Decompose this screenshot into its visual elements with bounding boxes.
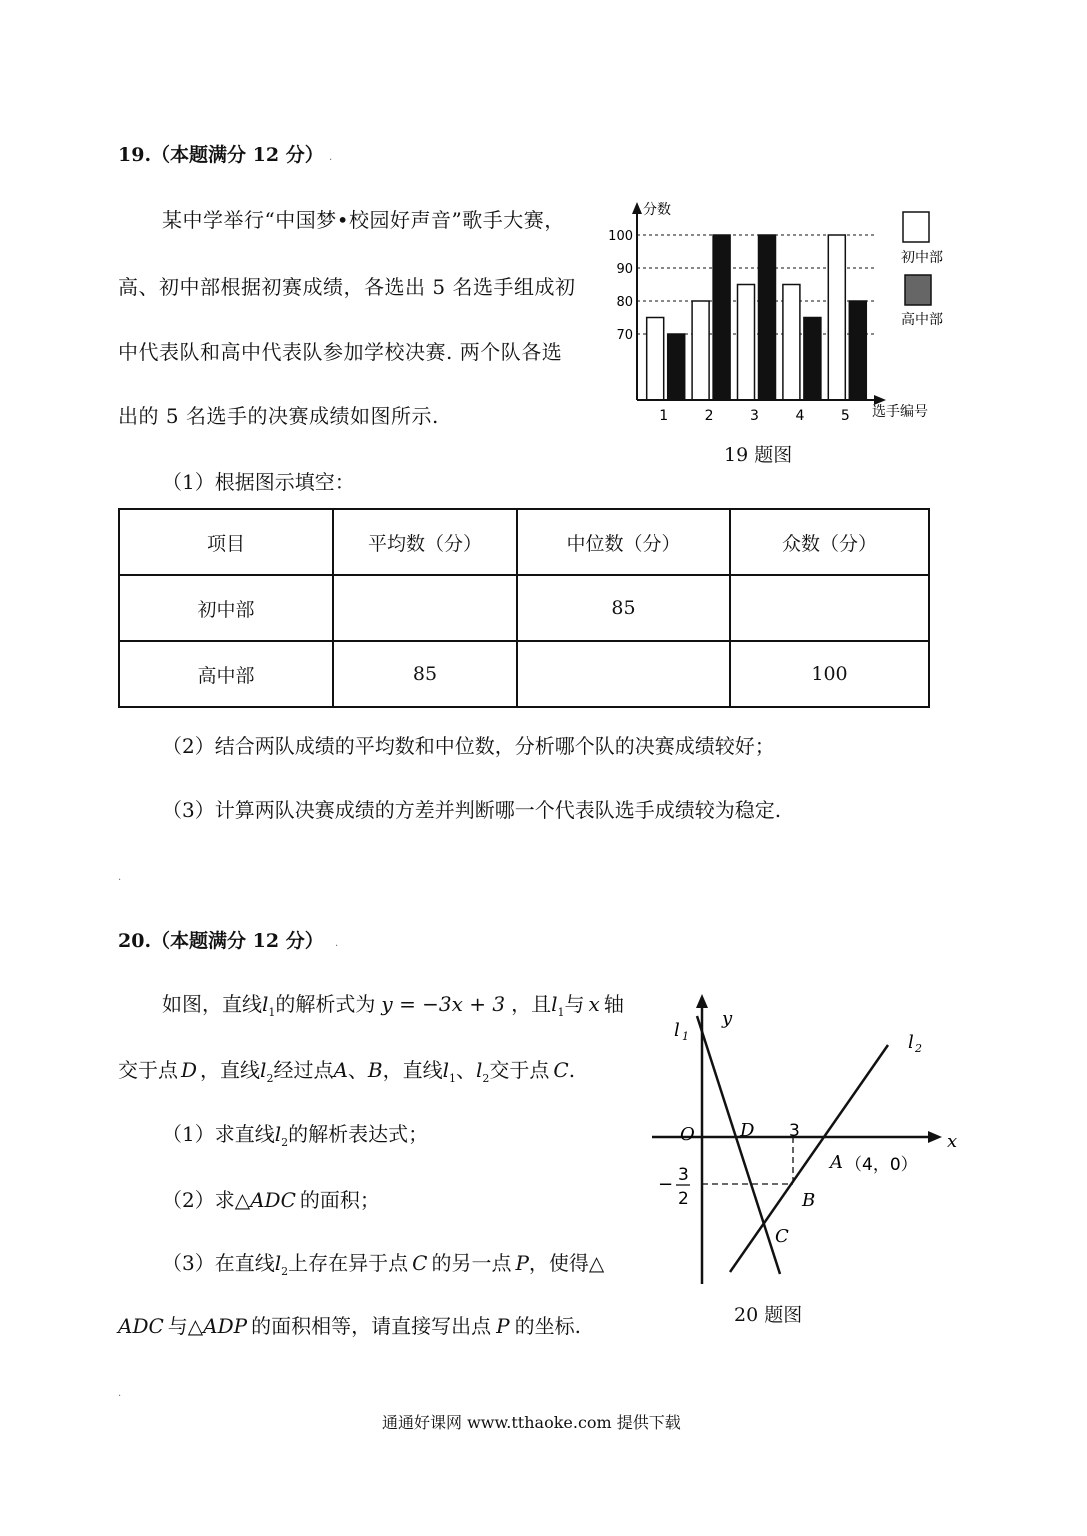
q20-part3-line-1 (162, 1247, 604, 1278)
point-b-text: B (367, 1058, 383, 1082)
l2-symbol: l (476, 1058, 483, 1082)
q19-part1: （1）根据图示填空： (162, 470, 355, 494)
label-a-coord: （4，0） (845, 1155, 918, 1175)
q20-text: 经过点 (273, 1058, 334, 1082)
legend-label-senior: 高中部 (901, 312, 943, 328)
point-p-text: P (496, 1314, 510, 1338)
q20-text: 的解析式为 (275, 992, 376, 1016)
q19-para-line-1: 某中学举行“中国梦•校园好声音”歌手大赛， (162, 208, 565, 232)
q20-coordinate-graph (650, 990, 970, 1300)
q20-text: ，使得△ (528, 1251, 605, 1275)
chart-bars (647, 235, 867, 400)
table-header-cell: 中位数（分） (517, 509, 730, 575)
q20-text-line-1 (162, 988, 624, 1019)
l1-subscript: 1 (449, 1072, 457, 1085)
table-cell (730, 575, 929, 641)
chart-x-tick-label: 5 (840, 408, 850, 424)
q19-bar-chart (590, 190, 960, 430)
point-c-text: C (553, 1058, 569, 1082)
triangle-adc-text: ADC (250, 1188, 296, 1212)
q20-text: 上存在异于点 (288, 1251, 409, 1275)
q20-text: ，直线 (382, 1058, 443, 1082)
chart-x-title: 选手编号 (872, 404, 928, 420)
q19-heading: 19.（本题满分 12 分） (118, 144, 324, 166)
point-a-text: A (333, 1058, 348, 1082)
label-c: C (775, 1226, 789, 1247)
chart-x-tick-labels (659, 408, 850, 424)
label-l2: l (908, 1032, 914, 1053)
chart-y-tick-label: 100 (608, 229, 633, 244)
table-cell (333, 575, 517, 641)
table-row (119, 641, 929, 707)
q20-text: ，且 (511, 992, 552, 1016)
q20-part2 (162, 1184, 380, 1213)
stray-dot: . (335, 938, 339, 949)
label-l1-sub: 1 (682, 1030, 689, 1043)
chart-bar (804, 318, 821, 401)
legend-swatch-senior (905, 275, 931, 305)
label-origin: O (680, 1124, 695, 1145)
q20-text: . (568, 1058, 576, 1082)
q20-text: 与△ (167, 1314, 204, 1338)
q19-para-line-4: 出的 5 名选手的决赛成绩如图所示. (118, 404, 439, 428)
label-d: D (740, 1120, 755, 1141)
stray-dot: . (118, 1388, 122, 1399)
q20-part1 (162, 1118, 428, 1149)
chart-y-arrow (632, 202, 642, 214)
q20-text: 的坐标. (514, 1314, 581, 1338)
l2-subscript: 2 (281, 1136, 289, 1149)
legend-swatch-junior (903, 212, 929, 242)
q20-text: 如图，直线 (162, 992, 262, 1016)
q20-text: 交于点 (489, 1058, 550, 1082)
chart-bar (849, 301, 866, 400)
l1-symbol: l (551, 992, 558, 1016)
chart-bar (759, 235, 776, 400)
label-three: 3 (789, 1121, 800, 1141)
q20-text: （1）求直线 (162, 1122, 275, 1146)
q19-para-line-3: 中代表队和高中代表队参加学校决赛. 两个队各选 (118, 340, 563, 364)
stray-dot: . (329, 152, 333, 163)
q20-text: 、 (456, 1058, 477, 1082)
chart-bar (668, 334, 685, 400)
l2-subscript: 2 (482, 1072, 490, 1085)
q20-text: 的面积相等，请直接写出点 (251, 1314, 492, 1338)
q20-text: 的另一点 (431, 1251, 512, 1275)
page-footer: 通通好课网 www.tthaoke.com 提供下载 (382, 1413, 681, 1432)
q20-text: 与 (564, 992, 585, 1016)
q20-text: 、 (347, 1058, 368, 1082)
q20-text: 交于点 (118, 1058, 178, 1082)
x-variable: x (588, 992, 600, 1016)
chart-x-tick-label: 1 (659, 408, 669, 424)
q19-results-table (118, 508, 930, 708)
q20-text: 轴 (603, 992, 624, 1016)
label-neg-sign: − (658, 1174, 674, 1195)
stray-dot: . (118, 872, 122, 883)
chart-y-title: 分数 (643, 202, 671, 218)
l2-subscript: 2 (281, 1265, 289, 1278)
table-cell: 85 (333, 641, 517, 707)
q19-para-line-2: 高、初中部根据初赛成绩，各选出 5 名选手组成初 (118, 275, 576, 299)
table-cell (517, 641, 730, 707)
chart-bar (692, 301, 709, 400)
label-frac-num: 3 (678, 1165, 689, 1185)
table-cell: 100 (730, 641, 929, 707)
chart-bar (738, 285, 755, 401)
table-header-row (119, 509, 929, 575)
label-b: B (802, 1190, 816, 1211)
graph-x-arrow (928, 1131, 942, 1143)
table-header-cell: 平均数（分） (333, 509, 517, 575)
label-l1: l (674, 1020, 680, 1041)
table-cell: 85 (517, 575, 730, 641)
q20-heading: 20.（本题满分 12 分） (118, 930, 324, 952)
l2-symbol: l (274, 1251, 282, 1275)
chart-bar (783, 285, 800, 401)
q19-figure-caption: 19 题图 (724, 444, 793, 466)
label-y: y (722, 1008, 733, 1029)
table-header-cell: 众数（分） (730, 509, 929, 575)
legend-label-junior: 初中部 (901, 250, 943, 266)
label-frac-den: 2 (678, 1189, 689, 1209)
chart-bar (713, 235, 730, 400)
chart-x-tick-label: 3 (750, 408, 759, 424)
q20-text-line-2 (118, 1054, 575, 1085)
chart-y-tick-labels (608, 229, 633, 343)
l1-equation: y = −3x + 3 (381, 992, 506, 1016)
chart-x-tick-label: 2 (704, 408, 714, 424)
table-header-cell: 项目 (119, 509, 333, 575)
table-cell: 高中部 (119, 641, 333, 707)
table-row (119, 575, 929, 641)
point-d-text: D (181, 1058, 198, 1082)
chart-bar (647, 318, 664, 401)
table-cell: 初中部 (119, 575, 333, 641)
q20-part3-line-2 (118, 1310, 581, 1339)
q20-figure-caption: 20 题图 (734, 1304, 803, 1326)
triangle-adp-text: ADP (203, 1314, 248, 1338)
l2-symbol: l (274, 1122, 282, 1146)
q20-text: 的面积； (299, 1188, 380, 1212)
chart-y-tick-label: 90 (616, 262, 633, 277)
point-c-text: C (412, 1251, 428, 1275)
l1-subscript: 1 (557, 1006, 565, 1019)
chart-y-tick-label: 80 (616, 295, 633, 310)
graph-y-arrow (696, 994, 708, 1008)
l1-symbol: l (442, 1058, 450, 1082)
q20-text: 的解析表达式； (288, 1122, 429, 1146)
chart-x-tick-label: 4 (795, 408, 805, 424)
label-x: x (947, 1131, 958, 1152)
chart-bar (828, 235, 845, 400)
q20-text: （2）求△ (162, 1188, 251, 1212)
q19-part2: （2）结合两队成绩的平均数和中位数，分析哪个队的决赛成绩较好； (162, 734, 775, 758)
line-l1 (697, 1016, 780, 1274)
label-l2-sub: 2 (915, 1042, 922, 1055)
q19-part3: （3）计算两队决赛成绩的方差并判断哪一个代表队选手成绩较为稳定. (162, 798, 782, 822)
q20-text: （3）在直线 (162, 1251, 275, 1275)
triangle-adc-text: ADC (118, 1314, 164, 1338)
l1-subscript: 1 (268, 1006, 276, 1019)
l2-symbol: l (260, 1058, 267, 1082)
label-a: A (830, 1152, 843, 1173)
q20-text: ，直线 (200, 1058, 261, 1082)
chart-y-tick-label: 70 (616, 328, 633, 343)
l1-symbol: l (262, 992, 269, 1016)
point-p-text: P (515, 1251, 529, 1275)
l2-subscript: 2 (266, 1072, 274, 1085)
